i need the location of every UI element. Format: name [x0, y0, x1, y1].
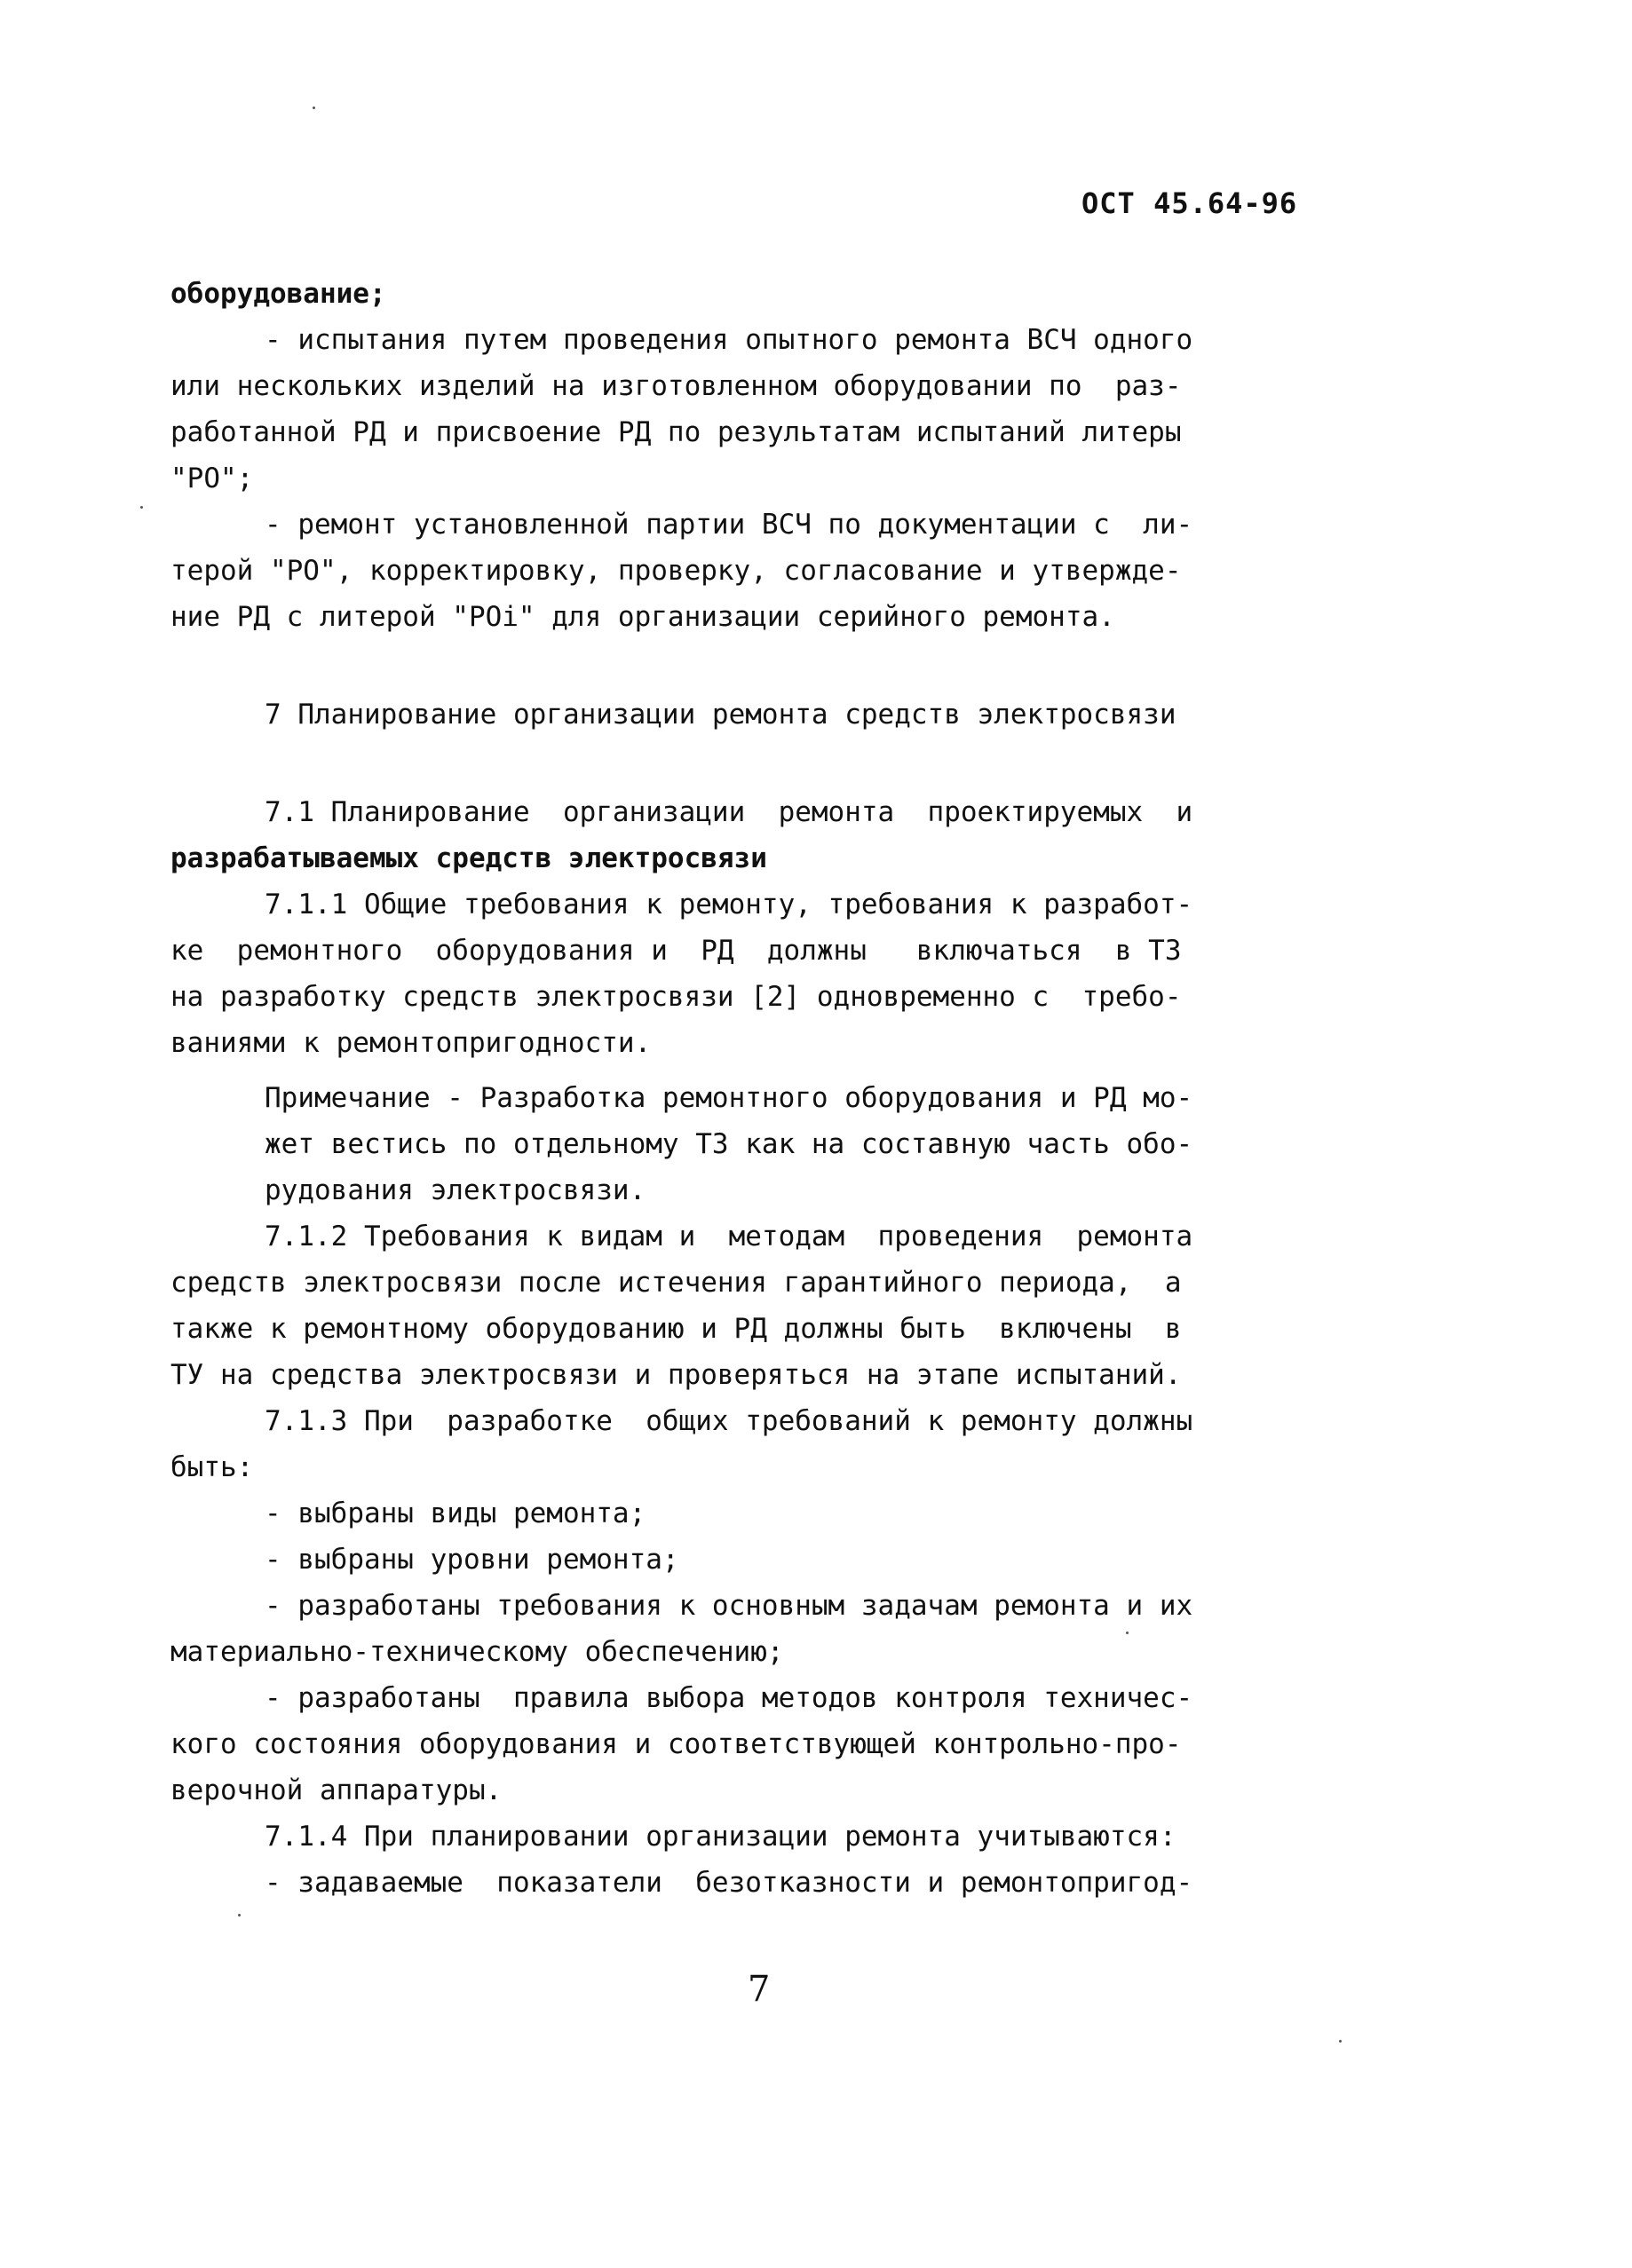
note-text: рудования электросвязи.: [265, 1174, 646, 1206]
list-item: - выбраны виды ремонта;: [265, 1498, 646, 1529]
text-line: 7.1.3 При разработке общих требований к ремонту должны: [265, 1405, 1193, 1437]
text-line: средств электросвязи после истечения гарантийного периода, а: [170, 1267, 1182, 1299]
page-number: 7: [748, 1969, 771, 2010]
scan-speck: [238, 1914, 241, 1916]
text-line: ке ремонтного оборудования и РД должны включаться в ТЗ: [170, 935, 1182, 967]
section-heading: 7 Планирование организации ремонта средств электросвязи: [265, 699, 1176, 731]
text-line: на разработку средств электросвязи [2] одновременно с требо-: [170, 981, 1182, 1013]
list-item: - выбраны уровни ремонта;: [265, 1544, 679, 1576]
list-item: - разработаны правила выбора методов контроля техничес-: [265, 1682, 1193, 1714]
scan-speck: [313, 107, 315, 109]
text-line: работанной РД и присвоение РД по результатам испытаний литеры: [170, 416, 1182, 448]
text-line: - ремонт установленной партии ВСЧ по документации с ли-: [265, 509, 1193, 541]
text-line: верочной аппаратуры.: [170, 1774, 503, 1806]
list-item: - задаваемые показатели безотказности и ремонтопригод-: [265, 1867, 1193, 1899]
scan-speck: [1126, 1632, 1129, 1634]
text-line: быть:: [170, 1451, 254, 1483]
text-line: ние РД с литерой "РОi" для организации серийного ремонта.: [170, 601, 1115, 633]
text-line: 7.1.4 При планировании организации ремонта учитываются:: [265, 1821, 1176, 1853]
note-text: Примечание - Разработка ремонтного оборудования и РД мо-: [265, 1082, 1193, 1114]
standard-code: ОСТ 45.64-96: [1081, 186, 1298, 220]
text-line: материально-техническому обеспечению;: [170, 1636, 784, 1668]
text-line: кого состояния оборудования и соответствующей контрольно-про-: [170, 1728, 1182, 1760]
text-line: - испытания путем проведения опытного ремонта ВСЧ одного: [265, 324, 1193, 356]
text-line: оборудование;: [170, 278, 386, 310]
subsection-heading: 7.1 Планирование организации ремонта проектируемых и: [265, 796, 1193, 828]
text-line: терой "РО", корректировку, проверку, согласование и утвержде-: [170, 555, 1182, 587]
text-line: ваниями к ремонтопригодности.: [170, 1027, 652, 1059]
text-line: или нескольких изделий на изготовленном оборудовании по раз-: [170, 370, 1182, 402]
subsection-heading: разрабатываемых средств электросвязи: [170, 842, 767, 874]
text-line: 7.1.1 Общие требования к ремонту, требования к разработ-: [265, 889, 1193, 921]
note-text: жет вестись по отдельному ТЗ как на составную часть обо-: [265, 1128, 1193, 1160]
text-line: ТУ на средства электросвязи и проверяться на этапе испытаний.: [170, 1359, 1182, 1391]
list-item: - разработаны требования к основным задачам ремонта и их: [265, 1590, 1193, 1622]
text-line: 7.1.2 Требования к видам и методам проведения ремонта: [265, 1221, 1193, 1253]
text-line: "РО";: [170, 462, 254, 494]
scan-speck: [140, 506, 143, 509]
text-line: также к ремонтному оборудованию и РД должны быть включены в: [170, 1313, 1182, 1345]
scan-speck: [1339, 2040, 1342, 2043]
